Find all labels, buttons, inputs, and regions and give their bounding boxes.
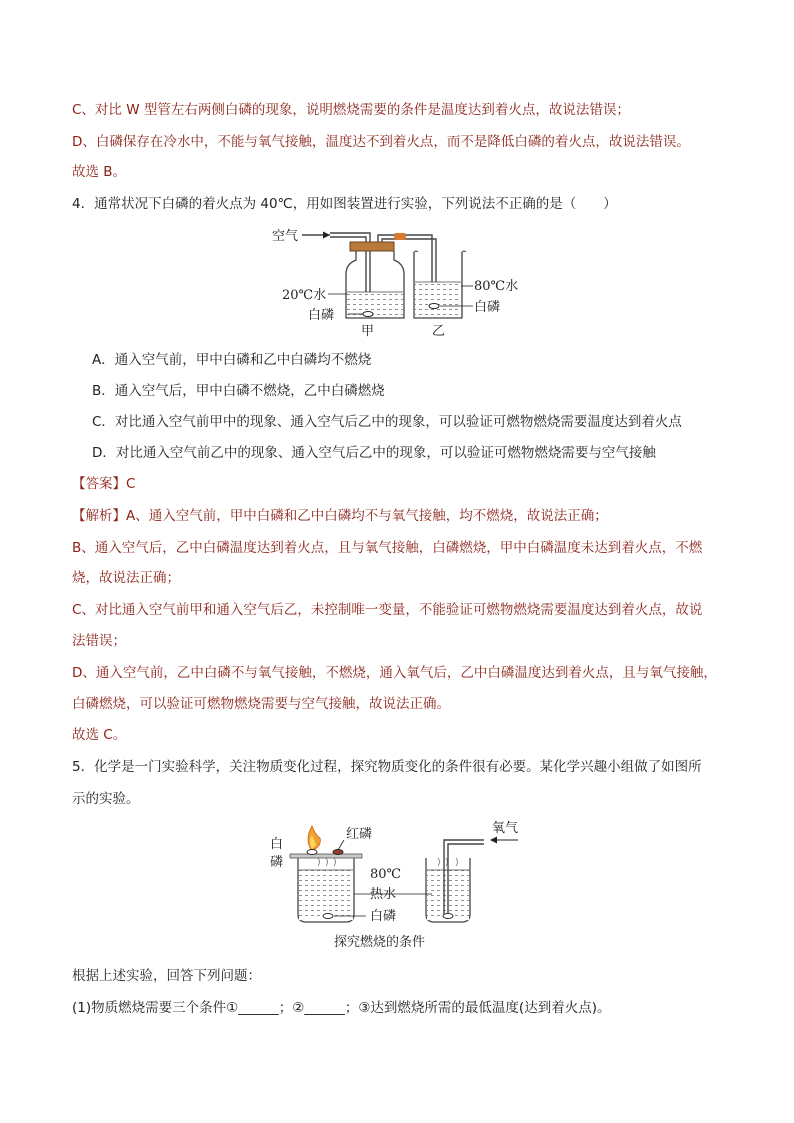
q5-red-phos-label: 红磷: [346, 827, 373, 842]
q5-prompt: 根据上述实验，回答下列问题：: [72, 968, 261, 984]
q4-option-a: A．通入空气前，甲中白磷和乙中白磷均不燃烧: [92, 352, 372, 368]
q5-oxygen-label: 氧气: [492, 821, 519, 836]
q4-analysis-line-4: C、对比通入空气前甲和通入空气后乙，未控制唯一变量，不能验证可燃物燃烧需要温度达到着火点，故说: [72, 602, 703, 618]
q4-option-d: D．对比通入空气前乙中的现象、通入空气后乙中的现象，可以验证可燃物燃烧需要与空气接触: [92, 445, 656, 461]
q4-option-b: B．通入空气后，甲中白磷不燃烧，乙中白磷燃烧: [92, 383, 385, 399]
q4-yi-label: 乙: [432, 324, 446, 339]
q5-stem-line-1: 5．化学是一门实验科学，关注物质变化过程，探究物质变化的条件很有必要。某化学兴趣小组做了如图所: [72, 759, 702, 775]
q4-stem: 4．通常状况下白磷的着火点为 40℃，用如图装置进行实验，下列说法不正确的是（ ）: [72, 196, 617, 212]
q4-air-label: 空气: [272, 229, 299, 244]
q4-answer: 【答案】C: [72, 476, 136, 492]
q4-option-c: C．对比通入空气前甲中的现象、通入空气后乙中的现象，可以验证可燃物燃烧需要温度达到着火点: [92, 414, 682, 430]
q5-white-phos-top-2: 磷: [270, 855, 284, 870]
q4-phos-left-label: 白磷: [308, 308, 335, 323]
q4-analysis-line-6: D、通入空气前，乙中白磷不与氧气接触，不燃烧，通入氧气后，乙中白磷温度达到着火点，且与氧气接触，: [72, 665, 717, 681]
q4-analysis-line-1: 【解析】A、通入空气前，甲中白磷和乙中白磷均不与氧气接触，均不燃烧，故说法正确；: [72, 508, 608, 524]
q5-temp-label: 80℃: [370, 867, 402, 882]
analysis-d-line: D、白磷保存在冷水中，不能与氧气接触，温度达不到着火点，而不是降低白磷的着火点，故说法错误。: [72, 134, 690, 150]
q4-water80-label: 80℃水: [474, 279, 519, 294]
q5-white-phos-bottom-label: 白磷: [370, 909, 397, 924]
q4-analysis-line-3: 烧，故说法正确；: [72, 570, 180, 586]
q5-combustion-figure: [262, 818, 532, 958]
q5-hot-water-label: 热水: [370, 887, 397, 902]
q5-white-phos-top-1: 白: [270, 837, 284, 852]
q4-choose: 故选 C。: [72, 727, 127, 743]
q5-stem-line-2: 示的实验。: [72, 791, 140, 807]
q5-sub-question-1: (1)物质燃烧需要三个条件①______；②______；③达到燃烧所需的最低温度(达到着火点)。: [72, 1000, 611, 1016]
q4-water20-label: 20℃水: [282, 288, 327, 303]
q4-analysis-line-5: 法错误；: [72, 633, 126, 649]
q4-analysis-line-7: 白磷燃烧，可以验证可燃物燃烧需要与空气接触，故说法正确。: [72, 696, 450, 712]
q5-figure-caption: 探究燃烧的条件: [334, 935, 426, 950]
q4-jia-label: 甲: [361, 324, 375, 339]
q4-apparatus-figure: [268, 222, 538, 340]
analysis-c-line: C、对比 W 型管左右两侧白磷的现象，说明燃烧需要的条件是温度达到着火点，故说法错误；: [72, 102, 630, 118]
q4-phos-right-label: 白磷: [474, 300, 501, 315]
analysis-choose-line: 故选 B。: [72, 164, 127, 180]
q4-analysis-line-2: B、通入空气后，乙中白磷温度达到着火点，且与氧气接触，白磷燃烧，甲中白磷温度未达到着火点，不燃: [72, 540, 703, 556]
